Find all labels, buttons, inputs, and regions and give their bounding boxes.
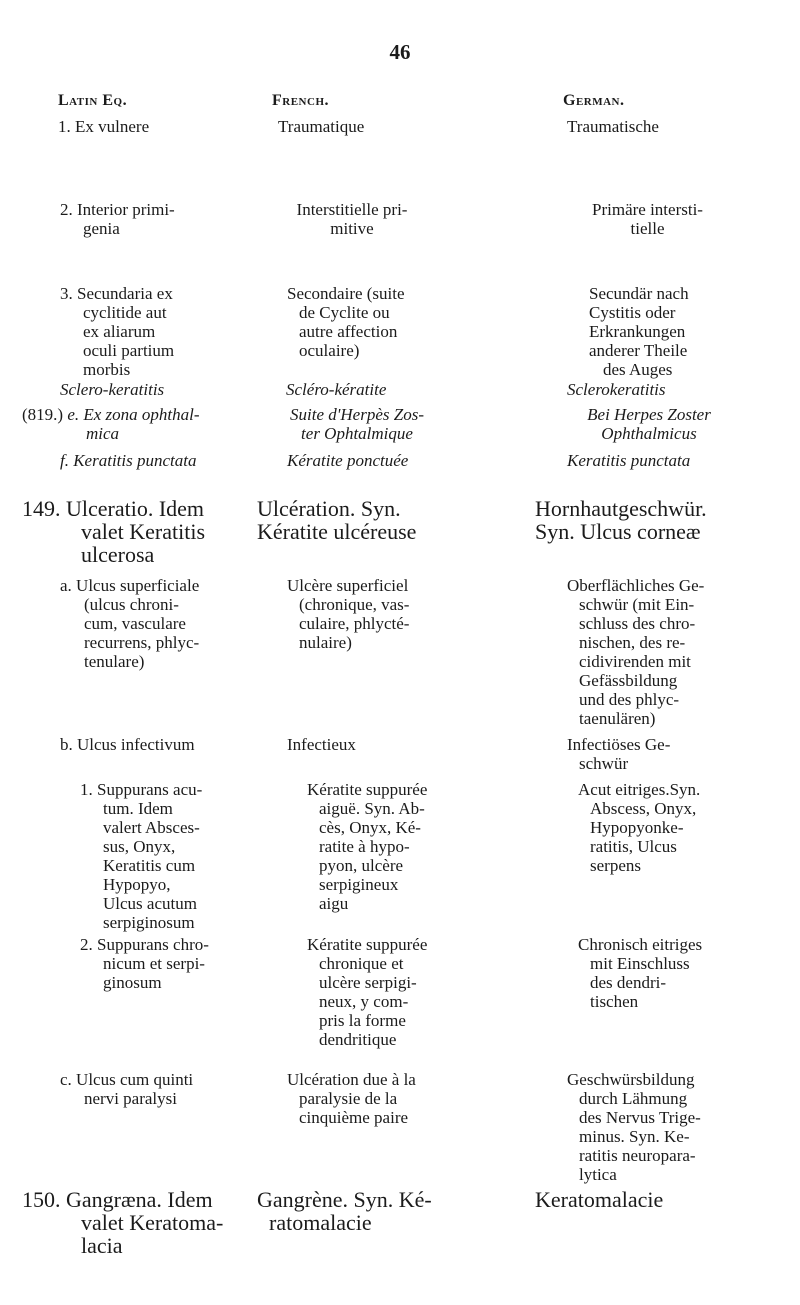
text-line: ulcère serpigi- bbox=[319, 973, 417, 992]
text-line: Ophthalmicus bbox=[601, 424, 697, 443]
text-line: Traumatique bbox=[278, 117, 365, 136]
french-column-header: French. bbox=[272, 92, 329, 109]
text-line: Ulceratio. Idem bbox=[66, 496, 205, 521]
german-entry-oberflaechliches bbox=[567, 576, 704, 728]
text-line: culaire, phlycté- bbox=[299, 614, 410, 633]
german-entry-infectioeses bbox=[567, 735, 670, 773]
text-line: Kératite ponctuée bbox=[287, 451, 409, 470]
text-line: Sclero-keratitis bbox=[60, 380, 165, 399]
text-line: Ulcère superficiel bbox=[287, 576, 409, 595]
text-line: durch Lähmung bbox=[579, 1089, 688, 1108]
text-line: tischen bbox=[590, 992, 639, 1011]
text-line: oculi partium bbox=[83, 341, 175, 360]
text-line: Secondaire (suite bbox=[287, 284, 405, 303]
text-line: nicum et serpi- bbox=[103, 954, 205, 973]
text-line: ratomalacie bbox=[269, 1210, 372, 1235]
text-line: ratitis, Ulcus bbox=[590, 837, 677, 856]
german-entry-keratitis-punctata bbox=[567, 451, 690, 470]
text-line: serpiginosum bbox=[103, 913, 195, 932]
text-line: 2. Interior primi- bbox=[60, 200, 175, 219]
text-line: valet Keratoma- bbox=[81, 1210, 224, 1235]
text-line: des Auges bbox=[603, 360, 673, 379]
text-line: des Nervus Trige- bbox=[579, 1108, 701, 1127]
text-line: genia bbox=[83, 219, 120, 238]
latin-entry-interior bbox=[60, 200, 175, 238]
text-line: Scléro-kératite bbox=[286, 380, 387, 399]
text-line: 2. Suppurans chro- bbox=[80, 935, 209, 954]
text-line: ex aliarum bbox=[83, 322, 156, 341]
text-line: nulaire) bbox=[299, 633, 352, 652]
text-line: valert Absces- bbox=[103, 818, 200, 837]
text-line: lacia bbox=[81, 1233, 123, 1258]
latin-entry-ulcus-superficiale bbox=[60, 576, 199, 671]
text-line: tielle bbox=[630, 219, 665, 238]
latin-entry-ex-vulnere bbox=[58, 117, 149, 136]
text-line: e. Ex zona ophthal- bbox=[67, 405, 200, 424]
text-line: Kératite ulcéreuse bbox=[257, 519, 417, 544]
text-line: paralysie de la bbox=[299, 1089, 398, 1108]
text-line: schwür bbox=[579, 754, 629, 773]
french-entry-interstitielle bbox=[262, 200, 442, 238]
text-line: 1. Ex vulnere bbox=[58, 117, 150, 136]
text-line: pyon, ulcère bbox=[319, 856, 404, 875]
text-line: Hornhautgeschwür. bbox=[535, 496, 707, 521]
text-line: mit Einschluss bbox=[590, 954, 690, 973]
text-line: des dendri- bbox=[590, 973, 667, 992]
french-entry-secondaire bbox=[287, 284, 405, 360]
text-line: schluss des chro- bbox=[579, 614, 696, 633]
text-line: und des phlyc- bbox=[579, 690, 680, 709]
text-line: pris la forme bbox=[319, 1011, 406, 1030]
text-line: sus, Onyx, bbox=[103, 837, 176, 856]
entry-number: 150. bbox=[22, 1187, 61, 1212]
german-entry-acut-eitriges bbox=[578, 780, 700, 875]
latin-entry-ulcus-infectivum bbox=[60, 735, 195, 754]
text-line: Chronisch eitriges bbox=[578, 935, 703, 954]
text-line: nervi paralysi bbox=[84, 1089, 177, 1108]
text-line: Sclerokeratitis bbox=[567, 380, 666, 399]
german-entry-keratomalacie bbox=[535, 1188, 663, 1211]
text-line: Keratomalacie bbox=[535, 1187, 664, 1212]
latin-entry-ulceratio bbox=[22, 497, 205, 566]
text-line: (ulcus chroni- bbox=[84, 595, 179, 614]
text-line: cès, Onyx, Ké- bbox=[319, 818, 421, 837]
text-line: cinquième paire bbox=[299, 1108, 409, 1127]
text-line: Cystitis oder bbox=[589, 303, 676, 322]
text-line: de Cyclite ou bbox=[299, 303, 390, 322]
text-line: 3. Secundaria ex bbox=[60, 284, 173, 303]
text-line: Ulcération. Syn. bbox=[257, 496, 401, 521]
text-line: Keratitis cum bbox=[103, 856, 196, 875]
text-line: Acut eitriges.Syn. bbox=[578, 780, 701, 799]
latin-entry-keratitis-punctata bbox=[60, 451, 196, 470]
text-line: Erkrankungen bbox=[589, 322, 686, 341]
text-line: Primäre intersti- bbox=[592, 200, 703, 219]
entry-number: (819.) bbox=[22, 405, 64, 424]
text-line: ratitis neuropara- bbox=[579, 1146, 696, 1165]
text-line: autre affection bbox=[299, 322, 398, 341]
french-entry-traumatique bbox=[278, 117, 364, 136]
text-line: ulcerosa bbox=[81, 542, 155, 567]
text-line: chronique et bbox=[319, 954, 404, 973]
text-line: Keratitis punctata bbox=[567, 451, 691, 470]
text-line: oculaire) bbox=[299, 341, 360, 360]
french-entry-ulceration bbox=[257, 497, 416, 543]
latin-entry-suppurans-chronicum bbox=[80, 935, 209, 992]
french-entry-gangrene bbox=[257, 1188, 432, 1234]
german-entry-primaere bbox=[560, 200, 735, 238]
text-line: Hypopyonke- bbox=[590, 818, 684, 837]
text-line: anderer Theile bbox=[589, 341, 688, 360]
text-line: Bei Herpes Zoster bbox=[587, 405, 711, 424]
text-line: Interstitielle pri- bbox=[296, 200, 408, 219]
text-line: schwür (mit Ein- bbox=[579, 595, 695, 614]
text-line: taenulären) bbox=[579, 709, 656, 728]
text-line: ginosum bbox=[103, 973, 162, 992]
latin-entry-suppurans-acutum bbox=[80, 780, 202, 932]
text-line: Gangræna. Idem bbox=[66, 1187, 213, 1212]
text-line: serpens bbox=[590, 856, 641, 875]
text-line: mica bbox=[86, 424, 120, 443]
text-line: Secundär nach bbox=[589, 284, 689, 303]
text-line: aiguë. Syn. Ab- bbox=[319, 799, 425, 818]
text-line: aigu bbox=[319, 894, 349, 913]
latin-column-header: Latin Eq. bbox=[58, 92, 128, 109]
german-entry-sclerokeratitis bbox=[567, 380, 666, 399]
text-line: Hypopyo, bbox=[103, 875, 171, 894]
page-number: 46 bbox=[389, 40, 411, 64]
text-line: valet Keratitis bbox=[81, 519, 206, 544]
german-entry-secundaer bbox=[589, 284, 689, 379]
text-line: recurrens, phlyc- bbox=[84, 633, 200, 652]
text-line: lytica bbox=[579, 1165, 617, 1184]
french-entry-keratite-suppuree-chronique bbox=[307, 935, 427, 1049]
latin-entry-secundaria bbox=[60, 284, 174, 379]
latin-entry-gangraena bbox=[22, 1188, 223, 1257]
german-entry-geschwuersbildung bbox=[567, 1070, 701, 1184]
text-line: morbis bbox=[83, 360, 131, 379]
latin-entry-ulcus-quinti-nervi bbox=[60, 1070, 193, 1108]
german-entry-hornhautgeschwuer bbox=[535, 497, 707, 543]
text-line: 1. Suppurans acu- bbox=[80, 780, 203, 799]
text-line: Kératite suppurée bbox=[307, 935, 428, 954]
text-line: minus. Syn. Ke- bbox=[579, 1127, 690, 1146]
german-column-header: German. bbox=[563, 92, 625, 109]
text-line: cyclitide aut bbox=[83, 303, 167, 322]
text-line: Gangrène. Syn. Ké- bbox=[257, 1187, 432, 1212]
text-line: Infectiöses Ge- bbox=[567, 735, 671, 754]
french-entry-keratite-ponctuee bbox=[287, 451, 408, 470]
text-line: a. Ulcus superficiale bbox=[60, 576, 200, 595]
german-entry-chronisch-eitriges bbox=[578, 935, 702, 1011]
entry-number: 149. bbox=[22, 496, 61, 521]
text-line: serpigineux bbox=[319, 875, 399, 894]
text-line: Geschwürsbildung bbox=[567, 1070, 695, 1089]
german-entry-traumatische bbox=[567, 117, 659, 136]
french-entry-ulcere-superficiel bbox=[287, 576, 409, 652]
text-line: Syn. Ulcus corneæ bbox=[535, 519, 701, 544]
text-line: Gefässbildung bbox=[579, 671, 678, 690]
text-line: Ulcération due à la bbox=[287, 1070, 416, 1089]
text-line: Infectieux bbox=[287, 735, 356, 754]
french-entry-herpes-zoster bbox=[262, 405, 452, 443]
text-line: ratite à hypo- bbox=[319, 837, 410, 856]
text-line: Oberflächliches Ge- bbox=[567, 576, 705, 595]
text-line: mitive bbox=[330, 219, 374, 238]
text-line: cum, vasculare bbox=[84, 614, 186, 633]
text-line: neux, y com- bbox=[319, 992, 409, 1011]
text-line: f. Keratitis punctata bbox=[60, 451, 197, 470]
text-line: tenulare) bbox=[84, 652, 145, 671]
text-line: Kératite suppurée bbox=[307, 780, 428, 799]
text-line: nischen, des re- bbox=[579, 633, 686, 652]
text-line: Suite d'Herpès Zos- bbox=[290, 405, 424, 424]
text-line: cidivirenden mit bbox=[579, 652, 691, 671]
french-entry-sclero-keratite bbox=[286, 380, 386, 399]
text-line: Ulcus acutum bbox=[103, 894, 197, 913]
french-entry-keratite-suppuree-aigue bbox=[307, 780, 427, 913]
text-line: (chronique, vas- bbox=[299, 595, 410, 614]
text-line: b. Ulcus infectivum bbox=[60, 735, 195, 754]
latin-entry-sclero-keratitis bbox=[60, 380, 164, 399]
text-line: tum. Idem bbox=[103, 799, 173, 818]
text-line: Traumatische bbox=[567, 117, 659, 136]
text-line: ter Ophtalmique bbox=[301, 424, 413, 443]
text-line: Abscess, Onyx, bbox=[590, 799, 697, 818]
text-line: dendritique bbox=[319, 1030, 397, 1049]
french-entry-ulceration-paralysie bbox=[287, 1070, 416, 1127]
latin-entry-ex-zona bbox=[22, 405, 200, 443]
french-entry-infectieux bbox=[287, 735, 356, 754]
text-line: c. Ulcus cum quinti bbox=[60, 1070, 194, 1089]
german-entry-herpes-zoster bbox=[560, 405, 738, 443]
